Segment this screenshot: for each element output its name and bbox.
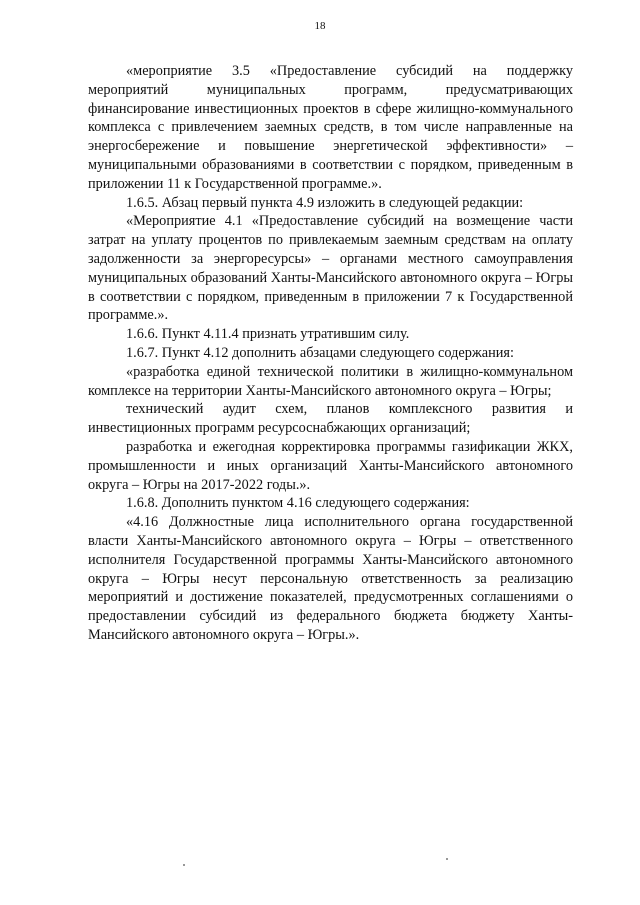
paragraph-1-6-8: 1.6.8. Дополнить пунктом 4.16 следующего содержания: <box>126 495 470 512</box>
document-body <box>88 62 573 645</box>
paragraph-measure-3-5: «мероприятие 3.5 «Предоставление субсидий на поддержку мероприятий муниципальных программ, предусматривающих финансирование инвестиционных проектов в сфере жилищно-коммунального комплекса с привлечением заемных средств, в том числе направленные на энергосбережение и повышение энергетической эффективности» – муниципальными образованиями в соответствии с порядком, приведенным в приложении 11 к Государственной программе.». <box>88 63 573 192</box>
paragraph-1-6-5: 1.6.5. Абзац первый пункта 4.9 изложить в следующей редакции: <box>126 194 524 211</box>
paragraph-1-6-6: 1.6.6. Пункт 4.11.4 признать утратившим силу. <box>126 326 410 343</box>
paragraph-4-16: «4.16 Должностные лица исполнительного органа государственной власти Ханты-Мансийского автономного округа – Югры – ответственного исполнителя Государственной программы Ханты-Мансийского автономного округа – Югры несут персональную ответственность за реализацию мероприятий и достижение показателей, предусмотренных соглашениями о предоставлении субсидий из федерального бюджета бюджету Ханты-Мансийского автономного округа – Югры.». <box>88 514 573 643</box>
paragraph-1-6-7: 1.6.7. Пункт 4.12 дополнить абзацами следующего содержания: <box>126 344 514 361</box>
paragraph-technical-policy: «разработка единой технической политики в жилищно-коммунальном комплексе на территории Ханты-Мансийского автономного округа – Югры; <box>88 363 573 399</box>
scan-speck <box>183 864 185 866</box>
page-number: 18 <box>314 20 326 32</box>
scan-speck <box>446 858 448 860</box>
paragraph-gasification: разработка и ежегодная корректировка программы газификации ЖКХ, промышленности и иных организаций Ханты-Мансийского автономного округа – Югры на 2017-2022 годы.». <box>88 438 573 493</box>
paragraph-measure-4-1: «Мероприятие 4.1 «Предоставление субсидий на возмещение части затрат на уплату процентов по привлекаемым заемным средствам на оплату задолженности за энергоресурсы» – органами местного самоуправления муниципальных образований Ханты-Мансийского автономного округа – Югры в соответствии с порядком, приведенным в приложении 7 к Государственной программе.». <box>88 213 573 324</box>
paragraph-technical-audit: технический аудит схем, планов комплексного развития и инвестиционных программ ресурсоснабжающих организаций; <box>88 401 573 437</box>
